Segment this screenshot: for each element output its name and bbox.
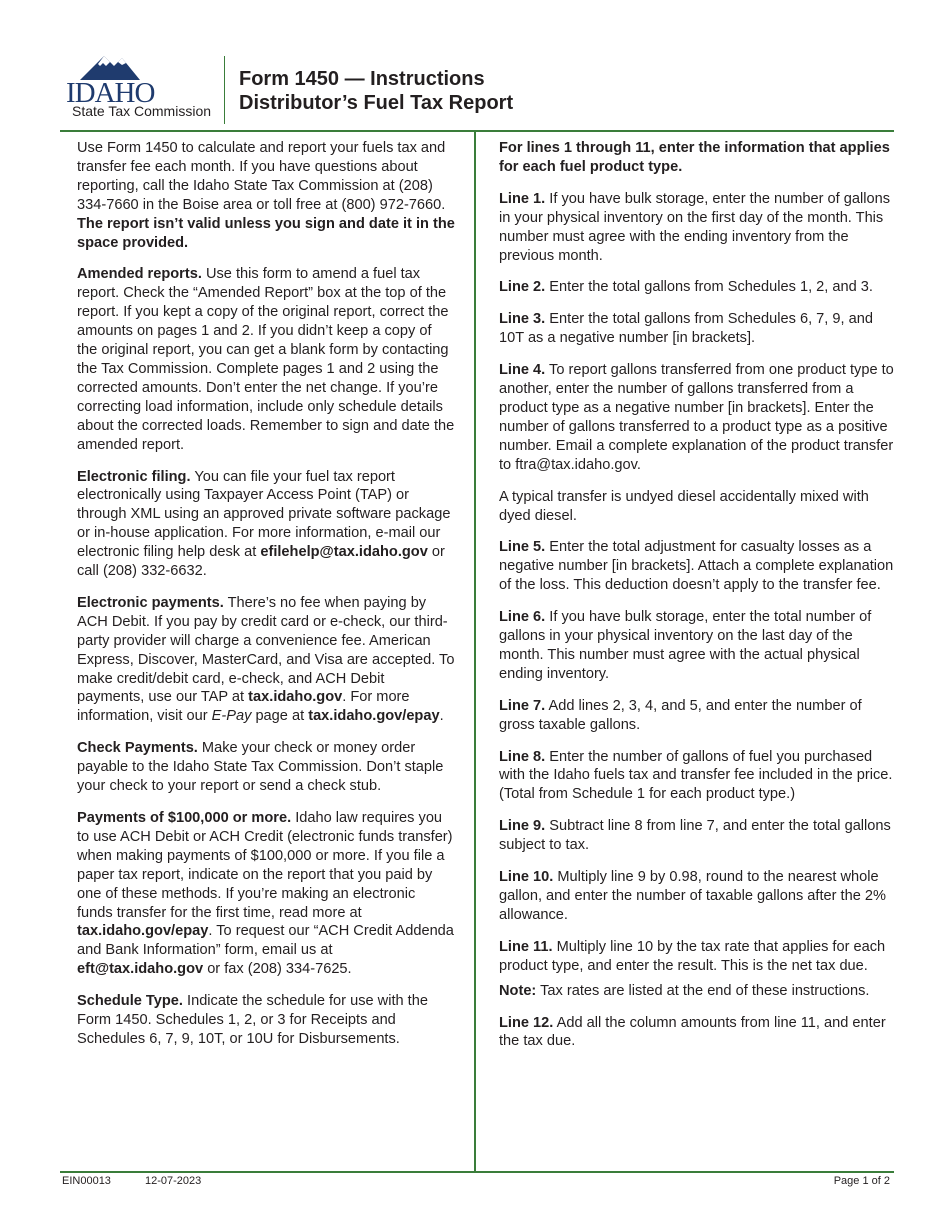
form-code: EIN00013 xyxy=(62,1175,111,1187)
epay-link: tax.idaho.gov/epay xyxy=(308,708,440,725)
line-11-paragraph: Line 11. Multiply line 10 by the tax rate that applies for each product type, and enter the result. This is the net tax due. xyxy=(499,938,886,974)
note-paragraph: Note: Tax rates are listed at the end of these instructions. xyxy=(499,982,870,999)
logo-wordmark: IDAHO xyxy=(66,77,155,108)
lines-intro-paragraph: For lines 1 through 11, enter the information that applies for each fuel product type. xyxy=(499,140,890,175)
agency-name: State Tax Commission xyxy=(72,103,212,119)
amended-reports-paragraph: Amended reports. Use this form to amend a fuel tax report. Check the “Amended Report” box at the top of the report. If you kept a copy of the original report, correct the amounts on pages 1 and 2. If you didn’t keep a copy of the original report, you can get a blank form by contacting the Tax Commission. Complete pages 1 and 2 using the corrected amounts. Don’t enter the net change. If you’re correcting load information, include only schedule details about the corrected loads. Remember to sign and date the amended report. xyxy=(77,266,455,453)
bottom-rule xyxy=(60,1171,894,1173)
line-12-paragraph: Line 12. Add all the column amounts from line 11, and enter the tax due. xyxy=(499,1014,886,1050)
intro-paragraph: Use Form 1450 to calculate and report your fuels tax and transfer fee each month. If you have questions about reporting, call the Idaho State Tax Commission at (208) 334-7660 in the Boise area or toll free at (800) 972-7660. The report isn’t valid unless you sign and date it in the space provided. xyxy=(77,140,455,251)
line-3-paragraph: Line 3. Enter the total gallons from Schedules 6, 7, 9, and 10T as a negative number [in brackets]. xyxy=(499,311,873,347)
electronic-filing-paragraph: Electronic filing. You can file your fuel tax report electronically using Taxpayer Access Point (TAP) or through XML using an approved private software package or in-house application. For more information, e-mail our electronic filing help desk at efilehelp@tax.idaho.gov or call (208) 332-6632. xyxy=(77,468,451,580)
typical-transfer-paragraph: A typical transfer is undyed diesel accidentally mixed with dyed diesel. xyxy=(499,488,869,524)
page-title xyxy=(239,67,513,115)
tap-link: tax.idaho.gov xyxy=(248,689,343,706)
right-column xyxy=(499,139,899,1064)
line-10-paragraph: Line 10. Multiply line 9 by 0.98, round to the nearest whole gallon, and enter the number of taxable gallons after the 2% allowance. xyxy=(499,869,886,923)
efile-email: efilehelp@tax.idaho.gov xyxy=(260,544,428,561)
line-6-paragraph: Line 6. If you have bulk storage, enter the total number of gallons in your physical inventory on the last day of the month. This number must agree with the actual physical ending inventory. xyxy=(499,609,872,682)
page-number: Page 1 of 2 xyxy=(833,1175,890,1187)
top-rule xyxy=(60,130,894,132)
electronic-payments-paragraph: Electronic payments. There’s no fee when paying by ACH Debit. If you pay by credit card or e-check, our third-party provider will charge a convenience fee. American Express, Discover, MasterCard, and Visa are accepted. To make credit/debit card, e-check, and ACH Debit payments, use our TAP at tax.idaho.gov. For more information, visit our E-Pay page at tax.idaho.gov/epay. xyxy=(77,594,455,725)
line-7-paragraph: Line 7. Add lines 2, 3, 4, and 5, and enter the number of gross taxable gallons. xyxy=(499,697,862,733)
title-line-1: Form 1450 — Instructions xyxy=(239,68,485,90)
left-column xyxy=(77,139,455,1062)
epay-link-2: tax.idaho.gov/epay xyxy=(77,923,209,940)
line-9-paragraph: Line 9. Subtract line 8 from line 7, and enter the total gallons subject to tax. xyxy=(499,818,891,854)
mountain-logo-icon xyxy=(62,52,214,108)
large-payments-paragraph: Payments of $100,000 or more. Idaho law requires you to use ACH Debit or ACH Credit (electronic funds transfer) when making payments of $100,000 or more. If you file a paper tax report, indicate on the report that you paid by one of these methods. If you’re making an electronic funds transfer for the first time, read more at tax.idaho.gov/epay. To request our “ACH Credit Addenda and Bank Information” form, email us at eft@tax.idaho.gov or fax (208) 334-7625. xyxy=(77,810,454,978)
eft-email: eft@tax.idaho.gov xyxy=(77,961,204,978)
check-payments-paragraph: Check Payments. Make your check or money order payable to the Idaho State Tax Commission. Don’t staple your check to your report or send a check stub. xyxy=(77,740,444,795)
line-8-paragraph: Line 8. Enter the number of gallons of fuel you purchased with the Idaho fuels tax and transfer fee included in the price. (Total from Schedule 1 for each product type.) xyxy=(499,748,893,803)
line-4-paragraph: Line 4. To report gallons transferred from one product type to another, enter the number of gallons transferred from a product type as a negative number [in brackets]. Enter the number of gallons transferred to a product type as a positive number. Email a complete explanation of the product transfer to ftra@tax.idaho.gov. xyxy=(499,362,894,473)
line-1-paragraph: Line 1. If you have bulk storage, enter the number of gallons in your physical inventory on the first day of the month. This number must agree with the ending inventory from the previous month. xyxy=(499,190,891,264)
line-5-paragraph: Line 5. Enter the total adjustment for casualty losses as a negative number [in brackets]. Attach a complete explanation of the loss. This deduction doesn’t apply to the transfer fee. xyxy=(499,539,894,594)
line-2-paragraph: Line 2. Enter the total gallons from Schedules 1, 2, and 3. xyxy=(499,279,873,296)
form-date: 12-07-2023 xyxy=(145,1175,202,1187)
header-divider xyxy=(224,56,225,124)
title-line-2: Distributor’s Fuel Tax Report xyxy=(239,92,514,114)
schedule-type-paragraph: Schedule Type. Indicate the schedule for use with the Form 1450. Schedules 1, 2, or 3 for Receipts and Schedules 6, 7, 9, 10T, or 10U for Disbursements. xyxy=(77,993,428,1047)
column-divider xyxy=(474,131,476,1172)
